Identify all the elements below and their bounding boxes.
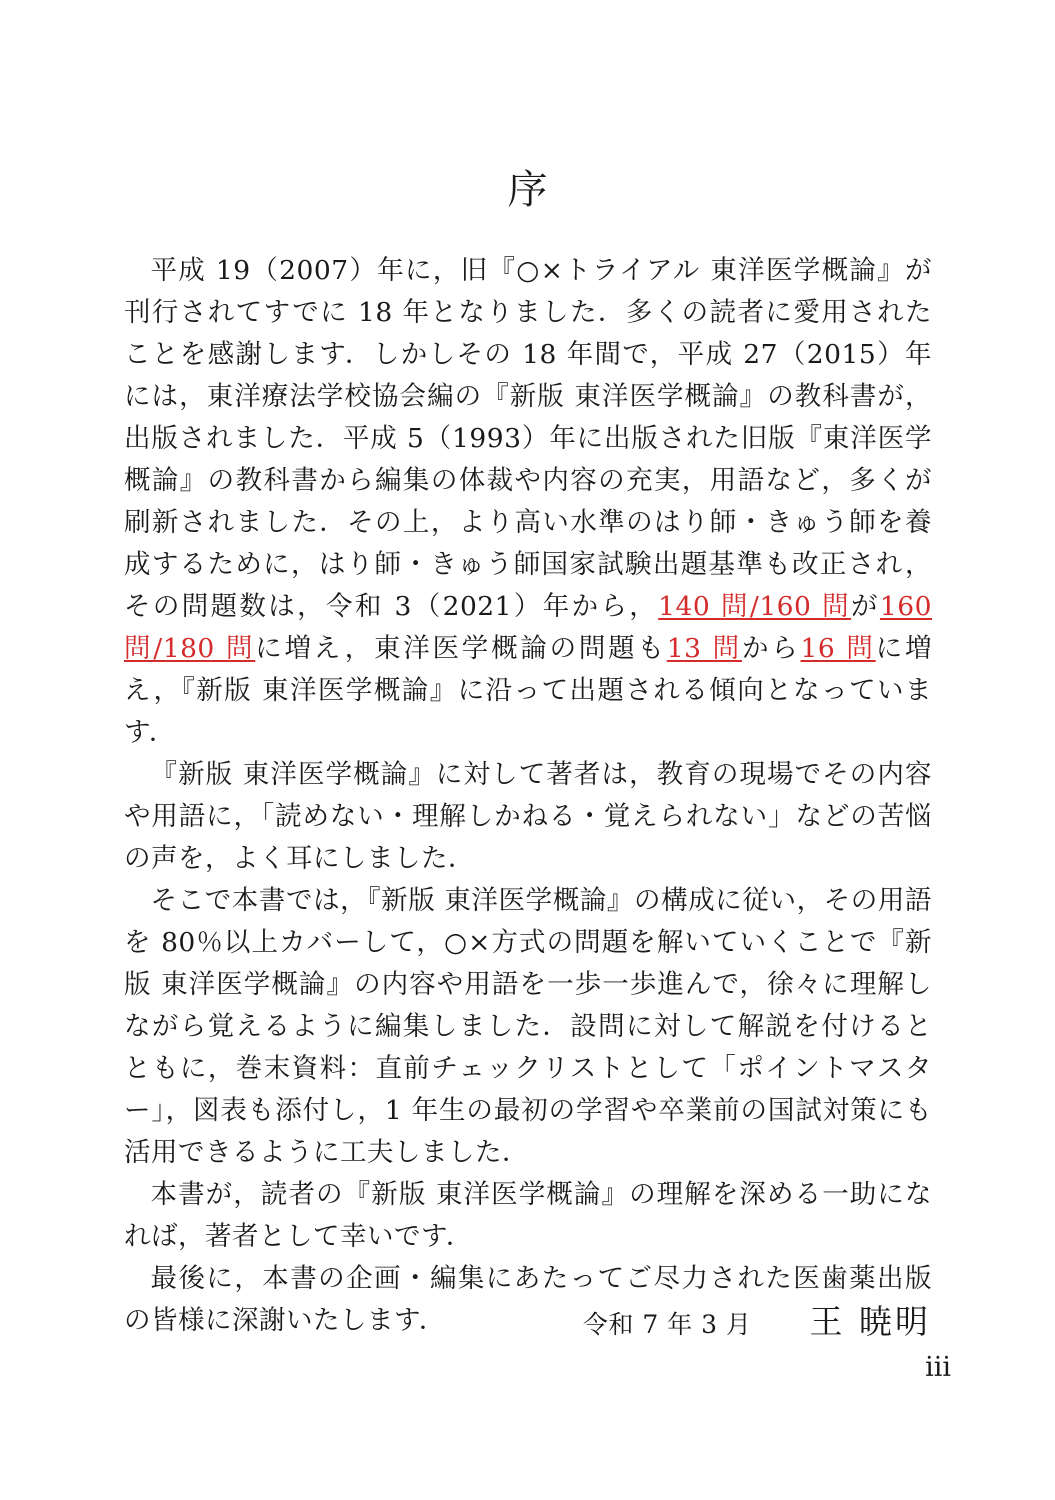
paragraph-text: 最後に，本書の企画・編集にあたってご尽力された医歯薬出版の皆様に深謝いたします． [124,1263,932,1336]
page-number: iii [925,1352,951,1383]
paragraph [124,250,932,754]
highlighted-count: 160 問/180 問 [124,591,932,664]
highlighted-count: 13 問 [666,633,742,664]
highlighted-count: 140 問/160 問 [658,591,852,622]
signature-block [583,1296,931,1343]
paragraph [124,754,932,880]
paragraph-text: に増え，『新版 東洋医学概論』に沿って出題される傾向となっています． [124,633,932,748]
paragraph-text: 平成 19（2007）年に，旧『○×トライアル 東洋医学概論』が刊行されてすでに 18 年となりました．多くの読者に愛用されたことを感謝します．しかしその 18 年間で，平成 27（2015）年には，東洋療法学校協会編の『新版 東洋医学概論』の教科書が，出版されました．平成 5（1993）年に出版された旧版『東洋医学概論』の教科書から編集の体裁や内容の充実，用語など，多くが刷新されました．その上，より高い水準のはり師・きゅう師を養成するために，はり師・きゅう師国家試験出題基準も改正され，その問題数は，令和 3（2021）年から， [124,255,932,622]
paragraph-text: 本書が，読者の『新版 東洋医学概論』の理解を深める一助になれば，著者として幸いです． [124,1179,932,1252]
paragraph [124,880,932,1174]
highlighted-count: 16 問 [800,633,876,664]
paragraph [124,1174,932,1258]
paragraph-text: 『新版 東洋医学概論』に対して著者は，教育の現場でその内容や用語に，「読めない・理解しかねる・覚えられない」などの苦悩の声を，よく耳にしました． [124,759,932,874]
page-title: 序 [507,167,548,213]
signature-date: 令和 7 年 3 月 [582,1310,752,1339]
paragraph-text: が [851,591,880,622]
paragraph-text: から [741,633,801,664]
paragraph-text: に増え，東洋医学概論の問題も [255,633,667,664]
preface-body [124,250,932,1342]
paragraph-text: そこで本書では，『新版 東洋医学概論』の構成に従い，その用語を 80％以上カバーして，○×方式の問題を解いていくことで『新版 東洋医学概論』の内容や用語を一歩一歩進んで，徐々に理解しながら覚えるように編集しました．設問に対して解説を付けるとともに，巻末資料：直前チェックリストとして「ポイントマスター」，図表も添付し，1 年生の最初の学習や卒業前の国試対策にも活用できるように工夫しました． [124,885,932,1168]
signature-author: 王 暁明 [809,1302,931,1341]
